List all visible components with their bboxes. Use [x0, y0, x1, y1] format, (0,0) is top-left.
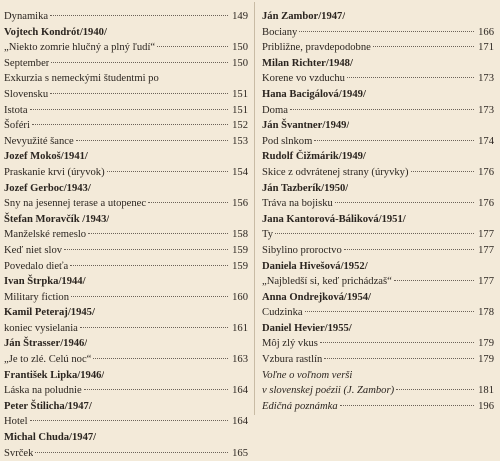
toc-author-heading — [262, 290, 494, 306]
toc-author-heading — [4, 336, 248, 352]
toc-author-heading — [4, 181, 248, 197]
page-number: 152 — [232, 120, 248, 132]
page-number: 151 — [232, 104, 248, 116]
page-number: 165 — [232, 447, 248, 459]
toc-entry — [4, 383, 248, 399]
dot-leader — [335, 202, 474, 203]
page-number: 179 — [478, 354, 494, 366]
entry-title: September — [4, 57, 50, 69]
entry-title: Tráva na bojisku — [262, 198, 333, 210]
toc-entry — [4, 243, 248, 259]
entry-title: Môj zlý vkus — [262, 338, 318, 350]
toc-entry — [4, 227, 248, 243]
author-name: Ján Tazberík/1950/ — [262, 182, 349, 194]
dot-leader — [80, 327, 228, 328]
dot-leader — [344, 249, 474, 250]
dot-leader — [411, 171, 475, 172]
toc-author-heading — [4, 149, 248, 165]
page-number: 178 — [478, 307, 494, 319]
dot-leader — [51, 62, 228, 63]
dot-leader — [275, 233, 474, 234]
column-divider — [254, 2, 255, 415]
dot-leader — [157, 46, 228, 47]
toc-entry — [4, 446, 248, 461]
toc-author-heading — [4, 25, 248, 41]
toc-entry — [4, 134, 248, 150]
author-name: Vojtech Kondrót/1940/ — [4, 26, 107, 38]
toc-left-column — [4, 9, 248, 461]
entry-title: Sibylino proroctvo — [262, 244, 342, 256]
author-name: Štefan Moravčík /1943/ — [4, 213, 110, 225]
toc-author-heading — [4, 305, 248, 321]
page-number: 173 — [478, 73, 494, 85]
author-name: Daniel Hevier/1955/ — [262, 322, 352, 334]
dot-leader — [299, 31, 474, 32]
dot-leader — [340, 405, 474, 406]
page-number: 171 — [478, 42, 494, 54]
entry-title: Slovensku — [4, 88, 49, 100]
toc-author-heading — [262, 259, 494, 275]
dot-leader — [32, 124, 228, 125]
toc-author-heading — [262, 181, 494, 197]
page-number: 177 — [478, 229, 494, 241]
toc-right-column — [262, 9, 494, 414]
entry-title: Sny na jesennej terase a utopenec — [4, 198, 147, 210]
author-name: Rudolf Čižmárik/1949/ — [262, 151, 366, 163]
entry-title: „Je to zlé. Celú noc“ — [4, 354, 92, 366]
page-number: 164 — [232, 385, 248, 397]
entry-title: Istota — [4, 104, 28, 116]
dot-leader — [314, 140, 474, 141]
toc-entry — [262, 274, 494, 290]
entry-title: Cudzinka — [262, 307, 303, 319]
author-name: Jozef Mokoš/1941/ — [4, 151, 88, 163]
toc-entry — [262, 305, 494, 321]
page-number: 176 — [478, 198, 494, 210]
toc-entry — [262, 25, 494, 41]
dot-leader — [64, 249, 228, 250]
toc-author-heading — [4, 212, 248, 228]
toc-entry — [262, 399, 494, 415]
entry-title: Keď niet slov — [4, 244, 63, 256]
toc-author-heading — [262, 212, 494, 228]
page-number: 158 — [232, 229, 248, 241]
page-number: 153 — [232, 135, 248, 147]
toc-entry — [4, 56, 248, 72]
entry-title: Praskanie krvi (úryvok) — [4, 166, 105, 178]
dot-leader — [107, 171, 228, 172]
toc-author-heading — [4, 430, 248, 446]
toc-author-heading — [4, 399, 248, 415]
entry-title: Dynamika — [4, 11, 49, 22]
dot-leader — [290, 109, 474, 110]
entry-title: Military fiction — [4, 291, 70, 303]
dot-leader — [320, 342, 474, 343]
toc-entry — [4, 40, 248, 56]
author-name: Milan Richter/1948/ — [262, 57, 353, 69]
page-number: 177 — [478, 244, 494, 256]
entry-title: Korene vo vzduchu — [262, 73, 345, 85]
dot-leader — [30, 109, 228, 110]
author-name: Kamil Peteraj/1945/ — [4, 307, 95, 319]
entry-title: „Najbledší si, keď prichádzaš“ — [262, 276, 392, 288]
entry-title: „Niekto zomrie hlučný a plný ľudí“ — [4, 42, 156, 54]
author-name: Ján Štrasser/1946/ — [4, 338, 88, 350]
entry-title: v slovenskej poézii (J. Zambor) — [262, 385, 395, 397]
entry-title: Svrček — [4, 447, 34, 459]
toc-entry — [262, 165, 494, 181]
toc-author-heading — [262, 87, 494, 103]
toc-entry — [262, 196, 494, 212]
toc-entry — [262, 227, 494, 243]
entry-title: Doma — [262, 104, 288, 116]
toc-entry — [4, 196, 248, 212]
toc-author-heading — [262, 149, 494, 165]
entry-title: Bociany — [262, 26, 298, 38]
page-number: 156 — [232, 198, 248, 210]
author-name: Jozef Gerboc/1943/ — [4, 182, 91, 194]
page-number: 177 — [478, 276, 494, 288]
page-number: 149 — [232, 11, 248, 22]
page-number: 173 — [478, 104, 494, 116]
entry-title: Vzbura rastlín — [262, 354, 323, 366]
entry-title: Exkurzia s nemeckými študentmi po — [4, 73, 159, 85]
toc-entry — [4, 414, 248, 430]
toc-entry — [262, 336, 494, 352]
entry-title: Približne, pravdepodobne — [262, 42, 371, 54]
toc-entry — [4, 165, 248, 181]
page-number: 176 — [478, 166, 494, 178]
toc-entry — [4, 103, 248, 119]
page-number: 150 — [232, 57, 248, 69]
toc-entry — [262, 352, 494, 368]
author-name: Ivan Štrpka/1944/ — [4, 276, 86, 288]
entry-title: Voľne o voľnom verši — [262, 369, 353, 381]
page-number: 151 — [232, 88, 248, 100]
entry-title: Hotel — [4, 416, 28, 428]
page-number: 159 — [232, 244, 248, 256]
toc-author-heading — [4, 274, 248, 290]
toc-author-heading — [262, 9, 494, 25]
author-name: Jana Kantorová-Báliková/1951/ — [262, 213, 406, 225]
dot-leader — [324, 358, 474, 359]
toc-entry — [262, 134, 494, 150]
author-name: Daniela Hivešová/1952/ — [262, 260, 368, 272]
page-number: 196 — [478, 400, 494, 412]
author-name: Peter Štilicha/1947/ — [4, 400, 92, 412]
toc-entry — [4, 352, 248, 368]
page-number: 179 — [478, 338, 494, 350]
toc-entry — [4, 290, 248, 306]
dot-leader — [50, 15, 228, 16]
toc-entry — [4, 259, 248, 275]
page-number: 181 — [478, 385, 494, 397]
entry-title: Šoféri — [4, 120, 30, 132]
entry-title: Nevyužité šance — [4, 135, 74, 147]
entry-title: Povedalo dieťa — [4, 260, 69, 272]
page-number: 174 — [478, 135, 494, 147]
dot-leader — [394, 280, 474, 281]
toc-author-heading — [262, 118, 494, 134]
author-name: Hana Bacigálová/1949/ — [262, 88, 366, 100]
toc-entry — [262, 383, 494, 399]
author-name: Ján Zambor/1947/ — [262, 11, 346, 22]
toc-entry — [262, 368, 494, 384]
author-name: František Lipka/1946/ — [4, 369, 105, 381]
author-name: Ján Švantner/1949/ — [262, 120, 350, 132]
toc-entry — [4, 71, 248, 87]
toc-entry — [4, 9, 248, 25]
toc-author-heading — [262, 321, 494, 337]
entry-title: Manželské remeslo — [4, 229, 87, 241]
page-number: 160 — [232, 291, 248, 303]
entry-title: Edičná poznámka — [262, 400, 338, 412]
toc-entry — [4, 87, 248, 103]
toc-author-heading — [4, 368, 248, 384]
dot-leader — [373, 46, 474, 47]
author-name: Anna Ondrejková/1954/ — [262, 291, 371, 303]
dot-leader — [71, 296, 228, 297]
dot-leader — [148, 202, 228, 203]
page-number: 163 — [232, 354, 248, 366]
toc-entry — [4, 321, 248, 337]
entry-title: Láska na poludnie — [4, 385, 82, 397]
dot-leader — [305, 311, 474, 312]
entry-title: Pod slnkom — [262, 135, 313, 147]
page-number: 166 — [478, 26, 494, 38]
dot-leader — [76, 140, 228, 141]
toc-entry — [4, 118, 248, 134]
page-number: 154 — [232, 166, 248, 178]
dot-leader — [88, 233, 228, 234]
dot-leader — [70, 265, 228, 266]
entry-title: koniec vysielania — [4, 322, 78, 334]
author-name: Michal Chuda/1947/ — [4, 432, 97, 444]
dot-leader — [35, 452, 228, 453]
page-number: 150 — [232, 42, 248, 54]
entry-title: Ty — [262, 229, 274, 241]
dot-leader — [347, 77, 474, 78]
entry-title: Skice z odvrátenej strany (úryvky) — [262, 166, 409, 178]
toc-entry — [262, 243, 494, 259]
dot-leader — [93, 358, 228, 359]
toc-entry — [262, 71, 494, 87]
page-number: 164 — [232, 416, 248, 428]
toc-author-heading — [262, 56, 494, 72]
toc-entry — [262, 103, 494, 119]
toc-entry — [262, 40, 494, 56]
dot-leader — [396, 389, 474, 390]
page-number: 159 — [232, 260, 248, 272]
dot-leader — [30, 420, 228, 421]
page-number: 161 — [232, 322, 248, 334]
dot-leader — [50, 93, 228, 94]
dot-leader — [84, 389, 228, 390]
